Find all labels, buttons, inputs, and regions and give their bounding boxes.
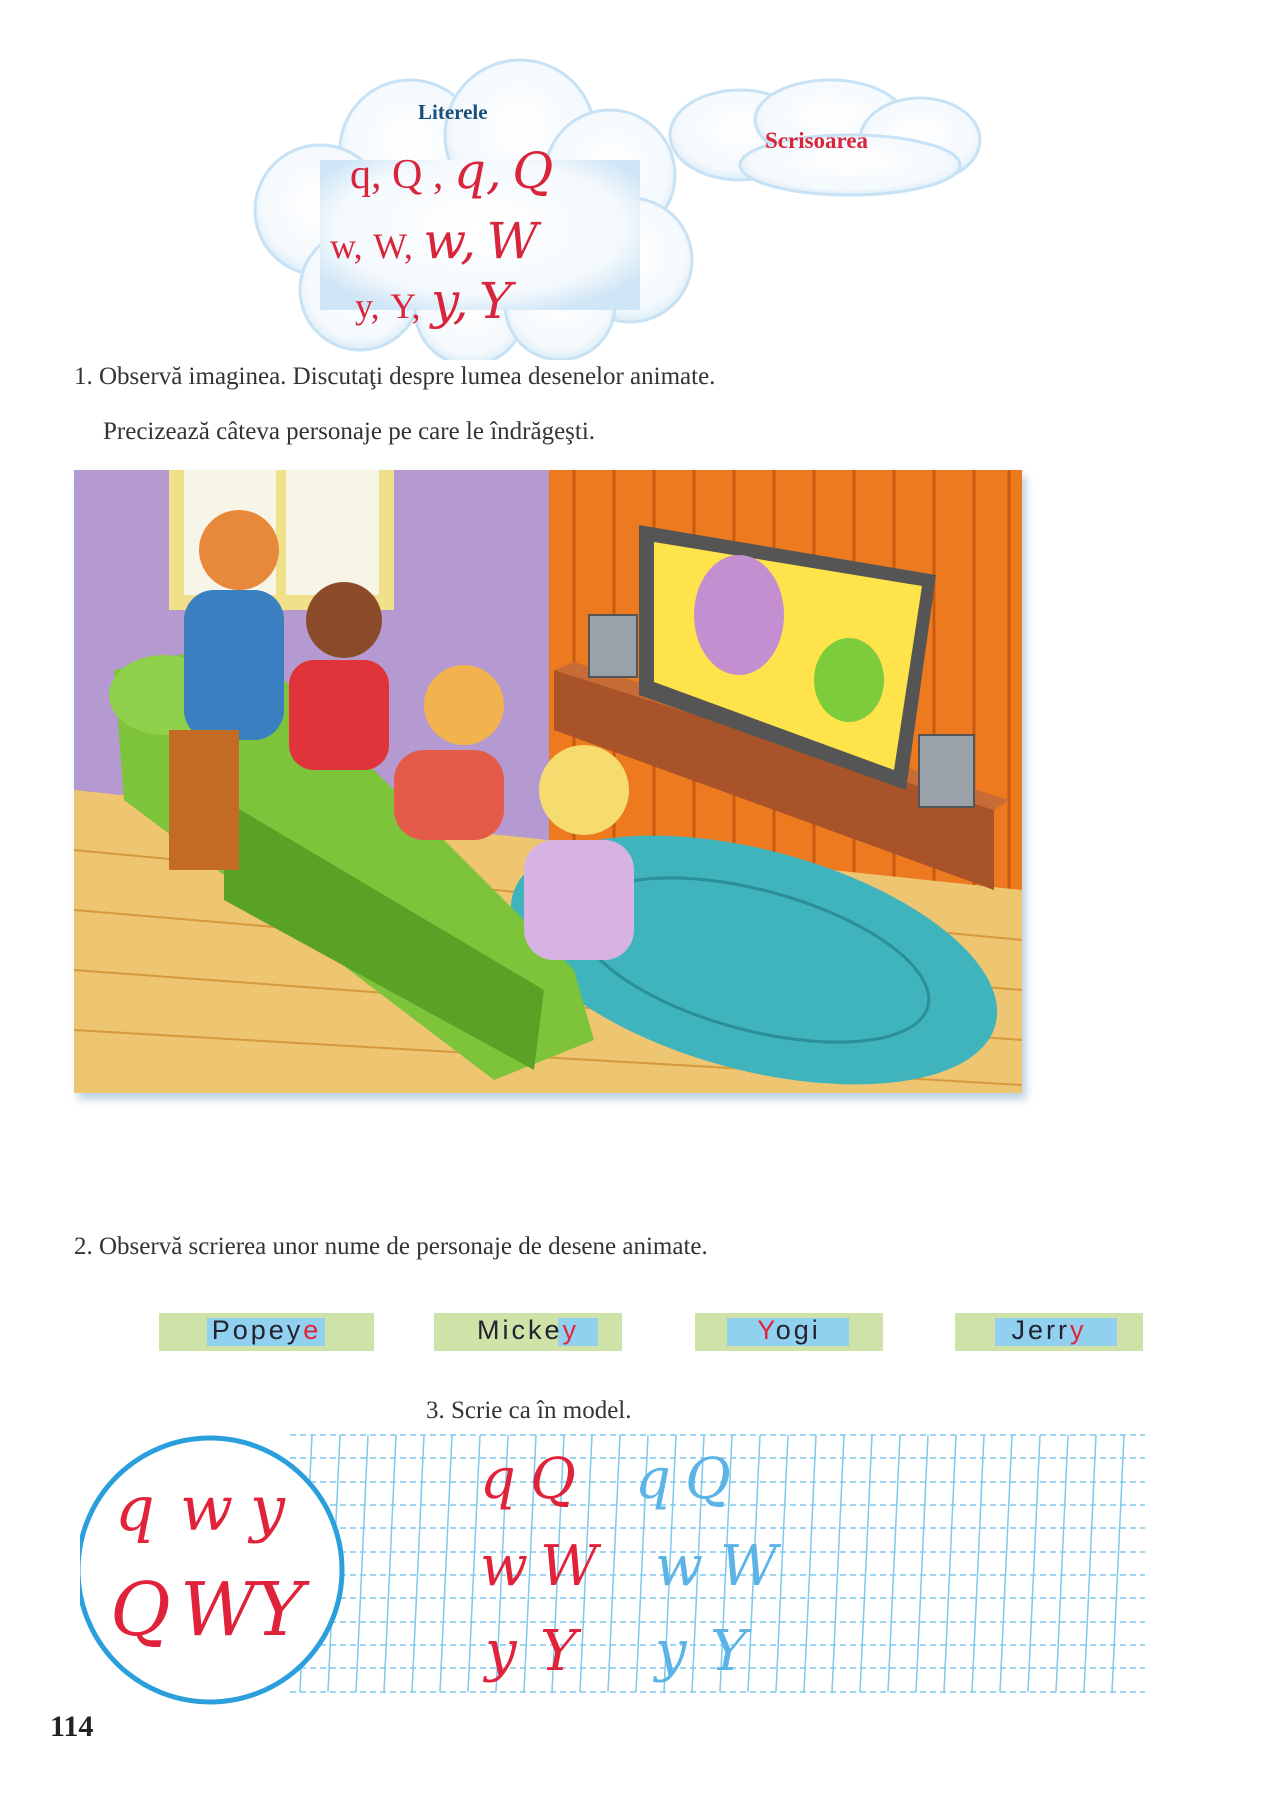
writing-exercise-area: [80, 1420, 1160, 1710]
name-part-red: y: [1070, 1315, 1087, 1345]
page-number: 114: [50, 1710, 94, 1743]
name-part-red: Y: [757, 1315, 776, 1345]
letter-w-upper: W,: [373, 226, 413, 266]
practice-row3-red-2: Y: [540, 1619, 577, 1684]
practice-row2-red-2: W: [540, 1534, 598, 1599]
letter-y-lower: y,: [355, 286, 380, 326]
practice-row3-blue-1: y: [655, 1619, 687, 1684]
model-w-upper: W: [180, 1567, 257, 1653]
practice-row1-red-2: Q: [530, 1447, 576, 1512]
scrisoarea-label: Scrisoarea: [765, 128, 869, 153]
letter-y-upper: Y,: [390, 286, 421, 326]
letters-row-w: [330, 212, 538, 270]
name-part-red: y: [562, 1315, 579, 1345]
practice-row1-blue-2: Q: [685, 1447, 731, 1512]
model-w-lower: w: [180, 1472, 234, 1545]
exercise1-line1: 1. Observă imaginea. Discutaţi despre lumea desenelor animate.: [74, 363, 716, 390]
name-part: ogi: [775, 1315, 821, 1345]
name-popeye: [159, 1315, 374, 1346]
name-part-red: e: [303, 1315, 322, 1345]
name-box-popeye: [159, 1313, 374, 1351]
letters-row-q: [350, 142, 553, 200]
exercise1-line2: Precizează câteva personaje pe care le îndrăgeşti.: [103, 418, 596, 445]
letter-q-lower: q,: [350, 152, 382, 198]
name-part: Jerr: [1011, 1315, 1070, 1345]
letter-y-script-lower: y,: [431, 272, 469, 330]
model-q-lower: q: [115, 1472, 155, 1545]
letter-q-script-lower: q,: [453, 142, 502, 200]
practice-row2-red-1: w: [480, 1534, 528, 1599]
name-mickey: [434, 1315, 622, 1346]
name-jerry: [955, 1315, 1143, 1346]
letter-w-lower: w,: [330, 226, 363, 266]
practice-row2-blue-2: W: [720, 1534, 778, 1599]
model-y-lower: y: [250, 1472, 286, 1545]
letter-y-script-upper: Y: [479, 272, 513, 330]
name-box-mickey: [434, 1313, 622, 1351]
practice-row1-red-1: q: [480, 1447, 516, 1512]
model-y-upper: Y: [255, 1567, 304, 1653]
cartoon-living-room-illustration: [74, 470, 1022, 1093]
practice-row3-blue-2: Y: [710, 1619, 747, 1684]
name-yogi: [695, 1315, 883, 1346]
practice-row1-blue-1: q: [635, 1447, 671, 1512]
letter-w-script-lower: w,: [423, 212, 477, 270]
practice-row3-red-1: y: [485, 1619, 517, 1684]
exercise3-text: 3. Scrie ca în model.: [426, 1397, 632, 1424]
name-box-yogi: [695, 1313, 883, 1351]
exercise2-text: 2. Observă scrierea unor nume de personaje de desene animate.: [74, 1233, 708, 1260]
letter-q-upper: Q: [392, 152, 423, 198]
letter-w-script-upper: W: [486, 212, 539, 270]
cloud-title: Literele: [418, 100, 488, 124]
clouds-graphic: [0, 0, 1270, 360]
name-box-jerry: [955, 1313, 1143, 1351]
letter-q-script-upper: Q: [512, 142, 554, 200]
letters-row-y: [355, 272, 512, 330]
name-part: Micke: [476, 1315, 563, 1345]
comma: ,: [432, 152, 444, 198]
model-q-upper: Q: [110, 1567, 171, 1653]
practice-row2-blue-1: w: [655, 1534, 703, 1599]
name-part: Popey: [211, 1315, 304, 1345]
